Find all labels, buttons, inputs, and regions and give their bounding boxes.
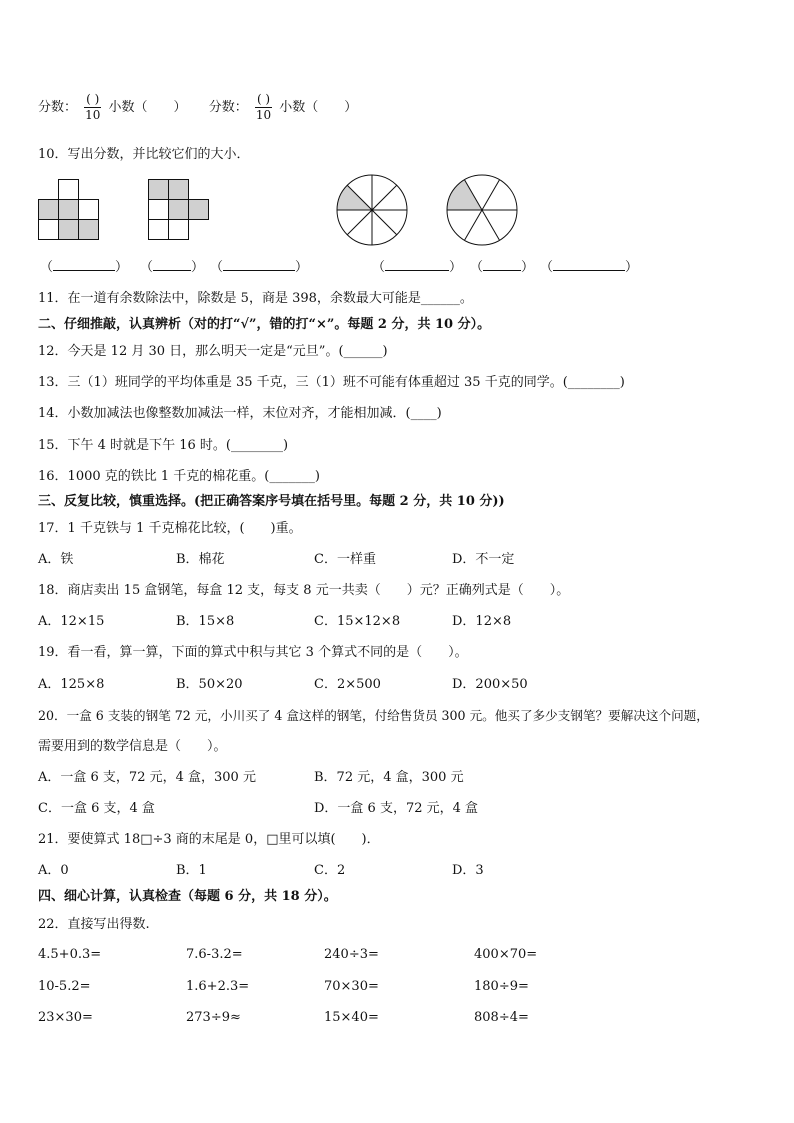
q22-item: 1.6+2.3= xyxy=(186,979,250,994)
q22-item: 808÷4= xyxy=(474,1010,529,1025)
q10-grid-figure-2 xyxy=(148,179,210,241)
q20-option-a[interactable]: A．一盒 6 支，72 元，4 盒，300 元 xyxy=(38,770,256,785)
q10-answer-blank-5[interactable]: （ ） xyxy=(470,260,535,275)
q9-fraction-1 xyxy=(84,92,101,123)
q9-decimal-label-2: 小数（ ） xyxy=(279,100,358,115)
q21-option-d[interactable]: D．3 xyxy=(452,863,484,878)
q22-question: 22．直接写出得数. xyxy=(38,917,150,932)
q16-question: 16．1000 克的铁比 1 千克的棉花重。(_______) xyxy=(38,469,320,484)
q19-question: 19．看一看，算一算，下面的算式中积与其它 3 个算式不同的是（ ）。 xyxy=(38,645,468,660)
q22-item: 240÷3= xyxy=(324,947,379,962)
q18-option-c[interactable]: C．15×12×8 xyxy=(314,614,401,629)
q21-question: 21．要使算式 18□÷3 商的末尾是 0，□里可以填( )． xyxy=(38,832,380,847)
q11-question: 11．在一道有余数除法中，除数是 5，商是 398，余数最大可能是______。 xyxy=(38,291,473,306)
q10-answer-blank-2[interactable]: （ ） xyxy=(140,260,205,275)
q10-circle-figure-1 xyxy=(334,172,410,248)
q10-answer-blank-4[interactable]: （ ） xyxy=(372,260,463,275)
q19-option-c[interactable]: C．2×500 xyxy=(314,677,381,692)
q22-item: 4.5+0.3= xyxy=(38,947,102,962)
q22-item: 400×70= xyxy=(474,947,538,962)
q18-question: 18．商店卖出 15 盒钢笔，每盒 12 支，每支 8 元一共卖（ ）元？正确列式是（ ）。 xyxy=(38,583,570,598)
q19-option-d[interactable]: D．200×50 xyxy=(452,677,528,692)
q21-option-c[interactable]: C．2 xyxy=(314,863,346,878)
q22-item: 7.6-3.2= xyxy=(186,947,243,962)
q9-fraction-2-numerator: ( ) xyxy=(256,92,271,106)
q20-question-line-1: 20．一盒 6 支装的钢笔 72 元，小川买了 4 盒这样的钢笔，付给售货员 300 元。他买了多少支钢笔？要解决这个问题， xyxy=(38,708,709,723)
q17-question: 17．1 千克铁与 1 千克棉花比较，( )重。 xyxy=(38,521,302,536)
q20-option-b[interactable]: B．72 元，4 盒，300 元 xyxy=(314,770,464,785)
q17-option-b[interactable]: B．棉花 xyxy=(176,552,225,567)
q13-question: 13．三（1）班同学的平均体重是 35 千克，三（1）班不可能有体重超过 35 千克的同学。(________) xyxy=(38,375,625,390)
q19-option-b[interactable]: B．50×20 xyxy=(176,677,243,692)
q9-fraction-label-1: 分数： xyxy=(38,100,78,115)
q12-question: 12．今天是 12 月 30 日，那么明天一定是“元旦”。(______) xyxy=(38,344,388,359)
q10-answer-blank-3[interactable]: （ ） xyxy=(210,260,309,275)
q15-question: 15．下午 4 时就是下午 16 时。(________) xyxy=(38,438,289,453)
q22-item: 23×30= xyxy=(38,1010,93,1025)
section-2-heading: 二、仔细推敲，认真辨析（对的打“√”，错的打“×”。每题 2 分，共 10 分）。 xyxy=(38,317,491,332)
q14-question: 14．小数加减法也像整数加减法一样，末位对齐，才能相加减．(____) xyxy=(38,406,442,421)
section-3-heading: 三、反复比较，慎重选择。(把正确答案序号填在括号里。每题 2 分，共 10 分)) xyxy=(38,494,505,509)
q17-option-d[interactable]: D．不一定 xyxy=(452,552,515,567)
q17-option-a[interactable]: A．铁 xyxy=(38,552,74,567)
q9-fraction-label-2: 分数： xyxy=(208,100,248,115)
q22-item: 180÷9= xyxy=(474,979,529,994)
q10-circle-figure-2 xyxy=(444,172,520,248)
q18-option-d[interactable]: D．12×8 xyxy=(452,614,512,629)
q18-option-b[interactable]: B．15×8 xyxy=(176,614,235,629)
q22-item: 15×40= xyxy=(324,1010,379,1025)
q9-fraction-1-denominator: 10 xyxy=(85,108,101,122)
q9-fraction-2 xyxy=(255,92,272,123)
q21-option-b[interactable]: B．1 xyxy=(176,863,207,878)
q20-question-line-2: 需要用到的数学信息是（ ）。 xyxy=(38,739,227,754)
q9-line xyxy=(38,92,357,123)
q10-answer-blank-1[interactable]: （ ） xyxy=(40,260,129,275)
q10-question: 10．写出分数，并比较它们的大小． xyxy=(38,147,250,162)
q20-option-c[interactable]: C．一盒 6 支，4 盒 xyxy=(38,801,155,816)
q9-fraction-2-denominator: 10 xyxy=(255,108,272,122)
q18-option-a[interactable]: A．12×15 xyxy=(38,614,105,629)
q9-decimal-label-1: 小数（ ） xyxy=(108,100,187,115)
q19-option-a[interactable]: A．125×8 xyxy=(38,677,105,692)
q22-item: 70×30= xyxy=(324,979,379,994)
q22-item: 273÷9≈ xyxy=(186,1010,241,1025)
q10-grid-figure-1 xyxy=(38,179,100,241)
q9-fraction-1-numerator: ( ) xyxy=(86,92,100,106)
q10-answer-blank-6[interactable]: （ ） xyxy=(540,260,639,275)
q17-option-c[interactable]: C．一样重 xyxy=(314,552,376,567)
section-4-heading: 四、细心计算，认真检查（每题 6 分，共 18 分）。 xyxy=(38,889,337,904)
q21-option-a[interactable]: A．0 xyxy=(38,863,69,878)
q20-option-d[interactable]: D．一盒 6 支，72 元，4 盒 xyxy=(314,801,479,816)
q22-item: 10-5.2= xyxy=(38,979,91,994)
